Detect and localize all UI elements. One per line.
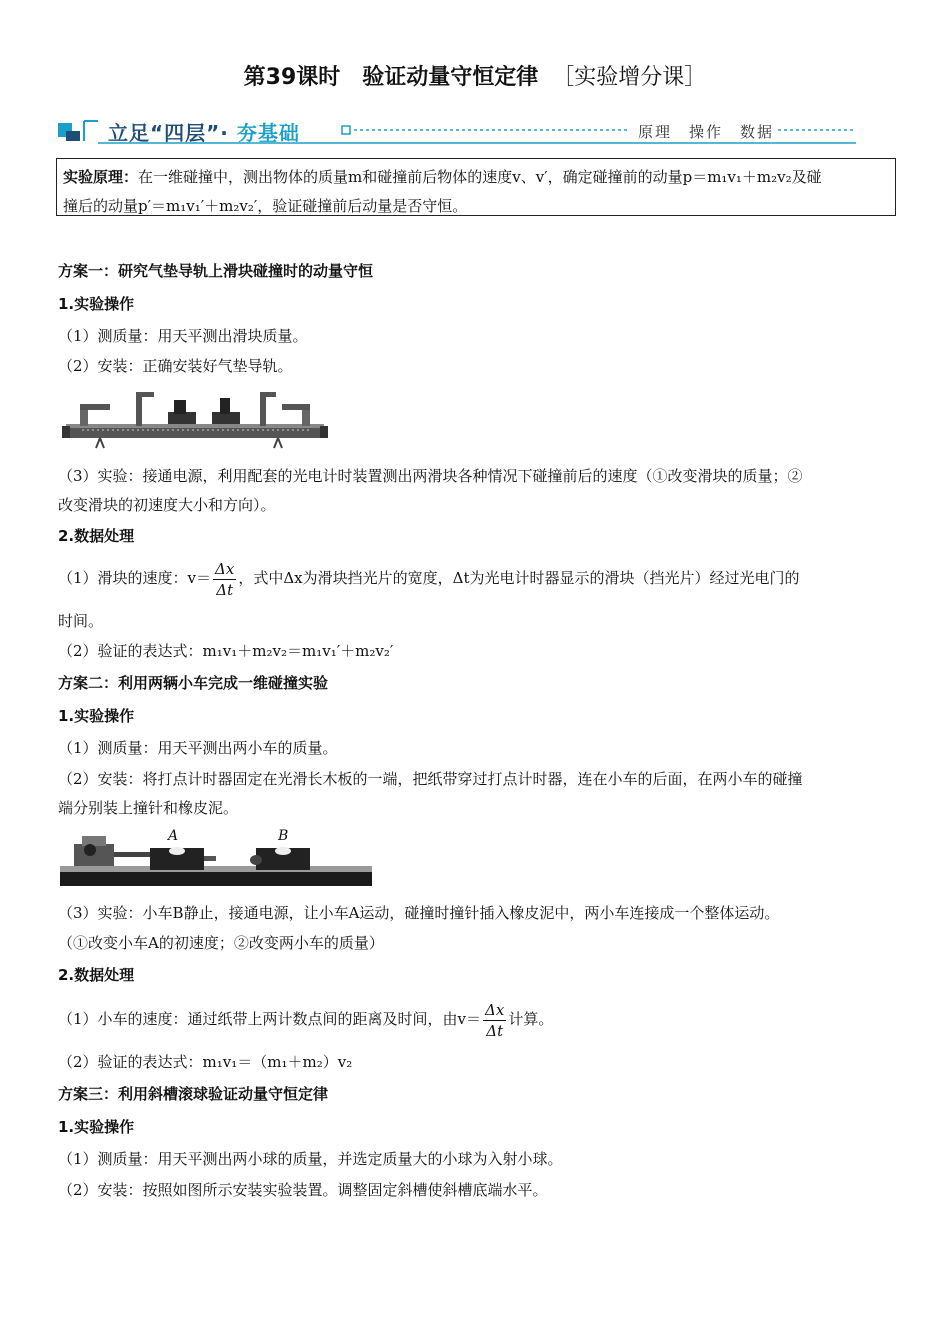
plan2-op2-line2: 端分别装上撞针和橡皮泥。 — [58, 799, 239, 817]
air-track-figure — [62, 386, 328, 450]
plan2-data1 — [58, 997, 898, 1041]
plan1-data2: （2）验证的表达式：m₁v₁＋m₂v₂＝m₁v₁′＋m₂v₂′ — [58, 642, 394, 660]
fraction-denominator: Δt — [486, 1021, 504, 1040]
plan1-data1-pre: （1）滑块的速度：v＝ — [58, 569, 212, 587]
principle-box — [56, 158, 896, 216]
fraction-numerator: Δx — [215, 559, 235, 578]
banner-label-b: 夯基础 — [236, 121, 300, 145]
plan3-op-heading: 1.实验操作 — [58, 1118, 135, 1136]
plan2-op1: （1）测质量：用天平测出两小车的质量。 — [58, 739, 338, 757]
fraction-numerator: Δx — [485, 1000, 505, 1019]
principle-text-2: 撞后的动量p′＝m₁v₁′＋m₂v₂′，验证碰撞前后动量是否守恒。 — [63, 197, 468, 215]
page-title — [0, 60, 950, 91]
title-tag: ［实验增分课］ — [552, 65, 707, 90]
banner-label — [108, 117, 300, 146]
plan2-data2: （2）验证的表达式：m₁v₁＝（m₁＋m₂）v₂ — [58, 1053, 353, 1071]
principle-heading: 实验原理： — [63, 168, 139, 186]
plan2-heading: 方案二：利用两辆小车完成一维碰撞实验 — [58, 674, 329, 692]
plan2-op3-line1: （3）实验：小车B静止，接通电源，让小车A运动，碰撞时撞针插入橡皮泥中，两小车连接成一个整体运动。 — [58, 904, 780, 922]
plan1-data1-post: ，式中Δx为滑块挡光片的宽度，Δt为光电计时器显示的滑块（挡光片）经过光电门的 — [238, 569, 800, 587]
plan3-op1: （1）测质量：用天平测出两小球的质量，并选定质量大的小球为入射小球。 — [58, 1150, 563, 1168]
plan1-op3-line1: （3）实验：接通电源，利用配套的光电计时装置测出两滑块各种情况下碰撞前后的速度（①改变滑块的质量；② — [58, 467, 803, 485]
plan1-op2: （2）安装：正确安装好气垫导轨。 — [58, 357, 293, 375]
plan2-op3-line2: （①改变小车A的初速度；②改变两小车的质量） — [58, 934, 384, 952]
velocity-fraction — [213, 559, 236, 600]
plan1-data1 — [58, 556, 898, 600]
banner-subtitle: 原理 操作 数据 — [638, 123, 775, 141]
plan1-data1-cont: 时间。 — [58, 612, 104, 630]
plan2-op-heading: 1.实验操作 — [58, 707, 135, 725]
plan2-data-heading: 2.数据处理 — [58, 966, 135, 984]
section-banner — [58, 117, 858, 145]
plan1-op3-line2: 改变滑块的初速度大小和方向）。 — [58, 496, 276, 514]
cart-a-label: A — [168, 828, 179, 844]
fraction-denominator: Δt — [216, 580, 234, 599]
plan1-op1: （1）测质量：用天平测出滑块质量。 — [58, 327, 308, 345]
principle-text-1: 在一维碰撞中，测出物体的质量m和碰撞前后物体的速度v、v′，确定碰撞前的动量p＝m₁v₁＋m₂v₂及碰 — [138, 168, 822, 186]
plan1-data-heading: 2.数据处理 — [58, 527, 135, 545]
plan2-op2-line1: （2）安装：将打点计时器固定在光滑长木板的一端，把纸带穿过打点计时器，连在小车的后面，在两小车的碰撞 — [58, 770, 803, 788]
plan1-op-heading: 1.实验操作 — [58, 295, 135, 313]
banner-label-a: 立足“四层”· — [108, 121, 237, 145]
plan2-data1-pre: （1）小车的速度：通过纸带上两计数点间的距离及时间，由v＝ — [58, 1010, 482, 1028]
velocity-fraction — [483, 1000, 506, 1041]
plan3-op2: （2）安装：按照如图所示安装实验装置。调整固定斜槽使斜槽底端水平。 — [58, 1181, 548, 1199]
title-main: 第39课时 验证动量守恒定律 — [243, 65, 539, 90]
plan3-heading: 方案三：利用斜槽滚球验证动量守恒定律 — [58, 1085, 329, 1103]
cart-b-label: B — [278, 828, 289, 844]
carts-figure — [60, 826, 372, 888]
plan2-data1-post: 计算。 — [508, 1010, 554, 1028]
plan1-heading: 方案一：研究气垫导轨上滑块碰撞时的动量守恒 — [58, 262, 374, 280]
